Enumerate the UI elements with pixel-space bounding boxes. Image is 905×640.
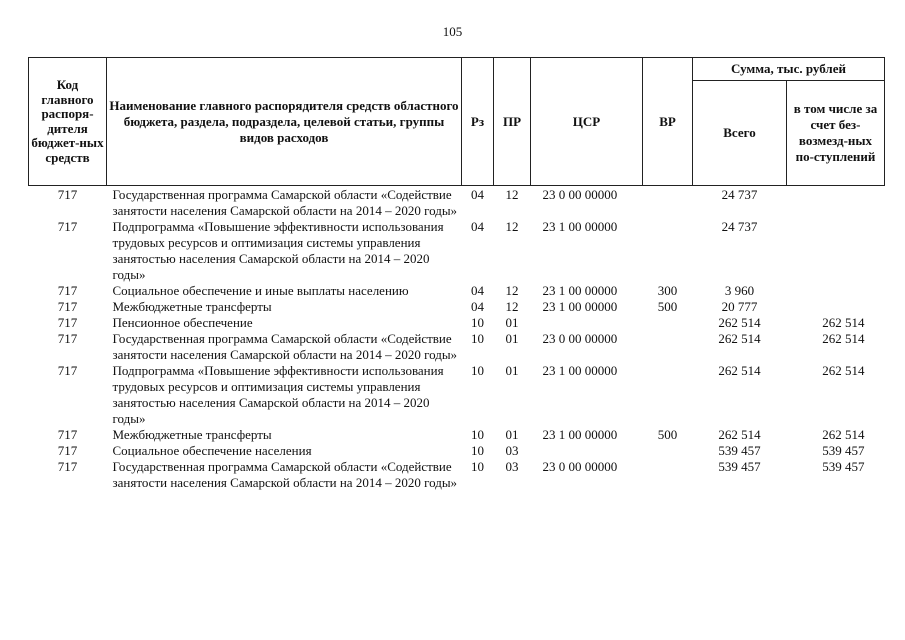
- rz-cell: 10: [471, 427, 484, 442]
- rz-cell: 10: [471, 331, 484, 346]
- rz-cell: 04: [471, 299, 484, 314]
- code-cell: 717: [57, 315, 78, 330]
- free-cell: 539 457: [822, 459, 865, 474]
- header-vr: ВР: [643, 58, 693, 186]
- table-body: [29, 186, 885, 492]
- table-row: [29, 331, 885, 363]
- csr-cell: 23 1 00 00000: [542, 283, 618, 298]
- free-cell: [787, 186, 885, 220]
- table-row: [29, 219, 885, 283]
- name-cell: Государственная программа Самарской области «Содействие занятости населения Самарской области на 2014 – 2020 годы»: [112, 187, 458, 218]
- total-cell: 3 960: [724, 283, 755, 298]
- name-cell: Государственная программа Самарской области «Содействие занятости населения Самарской области на 2014 – 2020 годы»: [112, 331, 458, 362]
- vr-cell: [643, 443, 693, 459]
- free-cell: 262 514: [822, 331, 865, 346]
- code-cell: 717: [57, 299, 78, 314]
- total-cell: 262 514: [718, 427, 761, 442]
- vr-cell: 500: [657, 427, 678, 442]
- vr-cell: 300: [657, 283, 678, 298]
- pr-cell: 03: [505, 459, 519, 474]
- csr-cell: 23 0 00 00000: [542, 331, 618, 346]
- name-cell: Государственная программа Самарской области «Содействие занятости населения Самарской области на 2014 – 2020 годы»: [112, 459, 458, 490]
- csr-cell: 23 1 00 00000: [542, 299, 618, 314]
- code-cell: 717: [57, 187, 78, 202]
- name-cell: Межбюджетные трансферты: [112, 299, 272, 314]
- header-code: Код главного распоря-дителя бюджет-ных средств: [29, 58, 107, 186]
- pr-cell: 03: [505, 443, 519, 458]
- total-cell: 20 777: [721, 299, 758, 314]
- pr-cell: 12: [505, 219, 519, 234]
- vr-cell: 500: [657, 299, 678, 314]
- free-cell: 262 514: [822, 363, 865, 378]
- total-cell: 262 514: [718, 315, 761, 330]
- total-cell: 24 737: [721, 219, 758, 234]
- table-row: [29, 315, 885, 331]
- vr-cell: [643, 219, 693, 283]
- header-rz: Рз: [462, 58, 494, 186]
- vr-cell: [643, 331, 693, 363]
- total-cell: 539 457: [718, 459, 761, 474]
- table-header: [29, 58, 885, 186]
- pr-cell: 01: [505, 331, 519, 346]
- code-cell: 717: [57, 283, 78, 298]
- free-cell: [787, 299, 885, 315]
- rz-cell: 10: [471, 443, 484, 458]
- name-cell: Подпрограмма «Повышение эффективности использования трудовых ресурсов и оптимизация системы управления занятостью населения Самарской области на 2014 – 2020 годы»: [112, 363, 444, 426]
- rz-cell: 10: [471, 363, 484, 378]
- free-cell: 262 514: [822, 427, 865, 442]
- page-number: 105: [442, 24, 463, 39]
- code-cell: 717: [57, 219, 78, 234]
- free-cell: 539 457: [822, 443, 865, 458]
- code-cell: 717: [57, 363, 78, 378]
- name-cell: Подпрограмма «Повышение эффективности использования трудовых ресурсов и оптимизация системы управления занятостью населения Самарской области на 2014 – 2020 годы»: [112, 219, 444, 282]
- header-pr: ПР: [494, 58, 531, 186]
- pr-cell: 12: [505, 283, 519, 298]
- vr-cell: [643, 363, 693, 427]
- pr-cell: 12: [505, 187, 519, 202]
- code-cell: 717: [57, 427, 78, 442]
- name-cell: Пенсионное обеспечение: [112, 315, 253, 330]
- header-free: в том числе за счет без-возмезд-ных по-ступлений: [787, 81, 885, 186]
- pr-cell: 12: [505, 299, 519, 314]
- header-name: Наименование главного распорядителя средств областного бюджета, раздела, подраздела, целевой статьи, группы видов расходов: [107, 58, 462, 186]
- table-row: [29, 299, 885, 315]
- rz-cell: 04: [471, 187, 484, 202]
- csr-cell: 23 1 00 00000: [542, 219, 618, 234]
- header-total: Всего: [693, 81, 787, 186]
- csr-cell: [531, 443, 643, 459]
- total-cell: 539 457: [718, 443, 761, 458]
- csr-cell: 23 1 00 00000: [542, 363, 618, 378]
- pr-cell: 01: [505, 427, 519, 442]
- name-cell: Межбюджетные трансферты: [112, 427, 272, 442]
- header-sum: Сумма, тыс. рублей: [693, 58, 885, 81]
- csr-cell: 23 0 00 00000: [542, 459, 618, 474]
- csr-cell: 23 0 00 00000: [542, 187, 618, 202]
- code-cell: 717: [57, 459, 78, 474]
- free-cell: [787, 219, 885, 283]
- csr-cell: 23 1 00 00000: [542, 427, 618, 442]
- table-row: [29, 459, 885, 491]
- vr-cell: [643, 186, 693, 220]
- table-row: [29, 283, 885, 299]
- free-cell: 262 514: [822, 315, 865, 330]
- name-cell: Социальное обеспечение и иные выплаты населению: [112, 283, 409, 298]
- code-cell: 717: [57, 331, 78, 346]
- vr-cell: [643, 315, 693, 331]
- rz-cell: 10: [471, 459, 484, 474]
- header-csr: ЦСР: [531, 58, 643, 186]
- total-cell: 262 514: [718, 363, 761, 378]
- name-cell: Социальное обеспечение населения: [112, 443, 312, 458]
- table-row: [29, 427, 885, 443]
- table-row: [29, 363, 885, 427]
- table-row: [29, 443, 885, 459]
- csr-cell: [531, 315, 643, 331]
- total-cell: 262 514: [718, 331, 761, 346]
- rz-cell: 04: [471, 283, 484, 298]
- table-row: [29, 186, 885, 220]
- free-cell: [787, 283, 885, 299]
- rz-cell: 04: [471, 219, 484, 234]
- code-cell: 717: [57, 443, 78, 458]
- vr-cell: [643, 459, 693, 491]
- pr-cell: 01: [505, 315, 519, 330]
- budget-table: [28, 57, 885, 491]
- rz-cell: 10: [471, 315, 484, 330]
- total-cell: 24 737: [721, 187, 758, 202]
- pr-cell: 01: [505, 363, 519, 378]
